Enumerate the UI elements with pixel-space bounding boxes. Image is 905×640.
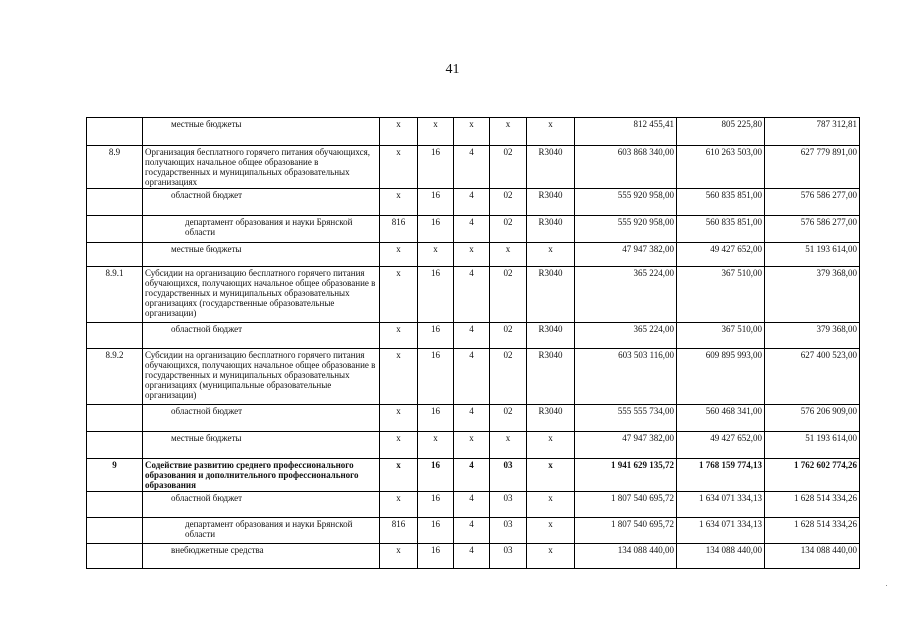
page-number: 41	[445, 62, 460, 77]
row-name-cell: областной бюджет	[143, 323, 380, 349]
code-admin-cell: х	[380, 459, 418, 492]
amount-year3-cell: 51 193 614,00	[765, 432, 860, 459]
code-subprogram-cell: 4	[454, 492, 490, 518]
code-event-cell: 03	[490, 518, 527, 544]
row-number-cell	[87, 432, 143, 459]
code-admin-cell: х	[380, 118, 418, 146]
amount-year3-cell: 787 312,81	[765, 118, 860, 146]
amount-year2-cell: 367 510,00	[677, 267, 765, 323]
code-admin-cell: х	[380, 492, 418, 518]
table-row	[87, 459, 860, 492]
row-name-cell: местные бюджеты	[143, 432, 380, 459]
code-direction-cell: х	[527, 518, 575, 544]
row-name-text: Субсидии на организацию бесплатного горячего питания обучающихся, получающих начальное общее образование в государственных и муниципальных образовательных организациях (муниципальные образовательные организации)	[145, 350, 376, 400]
row-number-cell: 8.9	[87, 146, 143, 189]
row-number-cell	[87, 492, 143, 518]
code-subprogram-cell: 4	[454, 349, 490, 405]
amount-year2-cell: 560 835 851,00	[677, 189, 765, 216]
code-direction-cell: х	[527, 243, 575, 267]
code-admin-cell: х	[380, 349, 418, 405]
amount-year1-cell: 365 224,00	[575, 267, 677, 323]
code-program-cell: 16	[418, 518, 454, 544]
row-name-cell	[143, 349, 380, 405]
table-row	[87, 189, 860, 216]
code-admin-cell: 816	[380, 518, 418, 544]
code-admin-cell: 816	[380, 216, 418, 243]
code-subprogram-cell: 4	[454, 189, 490, 216]
amount-year1-cell: 134 088 440,00	[575, 544, 677, 569]
amount-year2-cell: 609 895 993,00	[677, 349, 765, 405]
code-admin-cell: х	[380, 146, 418, 189]
code-program-cell: 16	[418, 146, 454, 189]
amount-year3-cell: 1 628 514 334,26	[765, 518, 860, 544]
code-event-cell: 02	[490, 267, 527, 323]
table-row	[87, 349, 860, 405]
row-name-cell: департамент образования и науки Брянской области	[143, 518, 380, 544]
code-subprogram-cell: х	[454, 243, 490, 267]
code-event-cell: 02	[490, 216, 527, 243]
amount-year2-cell: 805 225,80	[677, 118, 765, 146]
code-direction-cell: R3040	[527, 146, 575, 189]
code-direction-cell: R3040	[527, 267, 575, 323]
scan-dot	[886, 585, 887, 586]
amount-year3-cell: 576 586 277,00	[765, 189, 860, 216]
amount-year1-cell: 47 947 382,00	[575, 243, 677, 267]
code-event-cell: 03	[490, 544, 527, 569]
row-name-cell: областной бюджет	[143, 492, 380, 518]
amount-year3-cell: 379 368,00	[765, 323, 860, 349]
code-subprogram-cell: 4	[454, 459, 490, 492]
row-name-cell: областной бюджет	[143, 405, 380, 432]
code-admin-cell: х	[380, 432, 418, 459]
code-program-cell: х	[418, 432, 454, 459]
code-subprogram-cell: 4	[454, 405, 490, 432]
amount-year1-cell: 1 807 540 695,72	[575, 518, 677, 544]
code-event-cell: х	[490, 432, 527, 459]
code-subprogram-cell: х	[454, 118, 490, 146]
amount-year2-cell: 560 835 851,00	[677, 216, 765, 243]
amount-year3-cell: 379 368,00	[765, 267, 860, 323]
amount-year3-cell: 134 088 440,00	[765, 544, 860, 569]
code-admin-cell: х	[380, 323, 418, 349]
code-admin-cell: х	[380, 405, 418, 432]
code-direction-cell: х	[527, 492, 575, 518]
code-subprogram-cell: 4	[454, 216, 490, 243]
code-program-cell: х	[418, 243, 454, 267]
amount-year1-cell: 812 455,41	[575, 118, 677, 146]
code-event-cell: х	[490, 118, 527, 146]
code-direction-cell: х	[527, 432, 575, 459]
code-program-cell: 16	[418, 323, 454, 349]
amount-year3-cell: 576 206 909,00	[765, 405, 860, 432]
amount-year1-cell: 1 807 540 695,72	[575, 492, 677, 518]
row-name-cell: департамент образования и науки Брянской области	[143, 216, 380, 243]
code-program-cell: 16	[418, 459, 454, 492]
code-subprogram-cell: 4	[454, 544, 490, 569]
amount-year3-cell: 1 762 602 774,26	[765, 459, 860, 492]
amount-year2-cell: 1 768 159 774,13	[677, 459, 765, 492]
code-program-cell: 16	[418, 216, 454, 243]
table-row	[87, 146, 860, 189]
code-program-cell: х	[418, 118, 454, 146]
row-name-text: Содействие развитию среднего профессионального образования и дополнительного профессионального образования	[145, 460, 359, 490]
code-event-cell: 02	[490, 349, 527, 405]
row-number-cell	[87, 243, 143, 267]
code-direction-cell: R3040	[527, 216, 575, 243]
row-number-cell	[87, 216, 143, 243]
code-event-cell: х	[490, 243, 527, 267]
amount-year1-cell: 555 920 958,00	[575, 216, 677, 243]
amount-year1-cell: 603 503 116,00	[575, 349, 677, 405]
amount-year2-cell: 134 088 440,00	[677, 544, 765, 569]
row-name-cell: местные бюджеты	[143, 118, 380, 146]
row-name-cell: местные бюджеты	[143, 243, 380, 267]
code-program-cell: 16	[418, 405, 454, 432]
amount-year2-cell: 610 263 503,00	[677, 146, 765, 189]
code-direction-cell: х	[527, 459, 575, 492]
code-admin-cell: х	[380, 243, 418, 267]
code-direction-cell: х	[527, 118, 575, 146]
code-event-cell: 03	[490, 492, 527, 518]
amount-year1-cell: 555 555 734,00	[575, 405, 677, 432]
code-program-cell: 16	[418, 492, 454, 518]
amount-year1-cell: 1 941 629 135,72	[575, 459, 677, 492]
code-program-cell: 16	[418, 349, 454, 405]
code-event-cell: 02	[490, 189, 527, 216]
amount-year3-cell: 627 779 891,00	[765, 146, 860, 189]
amount-year3-cell: 627 400 523,00	[765, 349, 860, 405]
amount-year3-cell: 576 586 277,00	[765, 216, 860, 243]
table-row	[87, 544, 860, 569]
code-subprogram-cell: 4	[454, 267, 490, 323]
amount-year1-cell: 603 868 340,00	[575, 146, 677, 189]
code-subprogram-cell: 4	[454, 323, 490, 349]
table-row	[87, 432, 860, 459]
code-subprogram-cell: 4	[454, 146, 490, 189]
row-number-cell	[87, 518, 143, 544]
amount-year1-cell: 365 224,00	[575, 323, 677, 349]
amount-year2-cell: 49 427 652,00	[677, 243, 765, 267]
table-row	[87, 405, 860, 432]
amount-year1-cell: 47 947 382,00	[575, 432, 677, 459]
code-program-cell: 16	[418, 189, 454, 216]
code-direction-cell: R3040	[527, 405, 575, 432]
table-row	[87, 118, 860, 146]
row-number-cell	[87, 189, 143, 216]
table-row	[87, 323, 860, 349]
code-direction-cell: R3040	[527, 189, 575, 216]
code-admin-cell: х	[380, 189, 418, 216]
amount-year2-cell: 1 634 071 334,13	[677, 518, 765, 544]
row-number-cell	[87, 544, 143, 569]
table-row	[87, 267, 860, 323]
code-subprogram-cell: х	[454, 432, 490, 459]
code-direction-cell: х	[527, 544, 575, 569]
code-direction-cell: R3040	[527, 323, 575, 349]
amount-year2-cell: 1 634 071 334,13	[677, 492, 765, 518]
code-direction-cell: R3040	[527, 349, 575, 405]
row-name-text: Организация бесплатного горячего питания обучающихся, получающих начальное общее образование в государственных и муниципальных образовательных организациях	[145, 147, 370, 187]
amount-year1-cell: 555 920 958,00	[575, 189, 677, 216]
amount-year3-cell: 51 193 614,00	[765, 243, 860, 267]
row-name-cell: областной бюджет	[143, 189, 380, 216]
code-event-cell: 03	[490, 459, 527, 492]
code-program-cell: 16	[418, 544, 454, 569]
table-row	[87, 243, 860, 267]
row-number-cell	[87, 118, 143, 146]
code-admin-cell: х	[380, 267, 418, 323]
amount-year3-cell: 1 628 514 334,26	[765, 492, 860, 518]
code-admin-cell: х	[380, 544, 418, 569]
row-name-text: Субсидии на организацию бесплатного горячего питания обучающихся, получающих начальное общее образование в государственных и муниципальных образовательных организациях (государственные образовательные организации)	[145, 268, 376, 318]
row-number-cell: 8.9.2	[87, 349, 143, 405]
row-number-cell: 8.9.1	[87, 267, 143, 323]
row-number-cell: 9	[87, 459, 143, 492]
amount-year2-cell: 49 427 652,00	[677, 432, 765, 459]
row-number-cell	[87, 323, 143, 349]
budget-table	[86, 117, 860, 569]
table-row	[87, 216, 860, 243]
table-body	[87, 118, 860, 569]
code-event-cell: 02	[490, 405, 527, 432]
row-name-cell	[143, 146, 380, 189]
table-row	[87, 492, 860, 518]
table-row	[87, 518, 860, 544]
code-program-cell: 16	[418, 267, 454, 323]
row-name-cell	[143, 267, 380, 323]
row-name-cell	[143, 459, 380, 492]
row-number-cell	[87, 405, 143, 432]
code-event-cell: 02	[490, 323, 527, 349]
code-event-cell: 02	[490, 146, 527, 189]
row-name-cell: внебюджетные средства	[143, 544, 380, 569]
amount-year2-cell: 367 510,00	[677, 323, 765, 349]
code-subprogram-cell: 4	[454, 518, 490, 544]
amount-year2-cell: 560 468 341,00	[677, 405, 765, 432]
